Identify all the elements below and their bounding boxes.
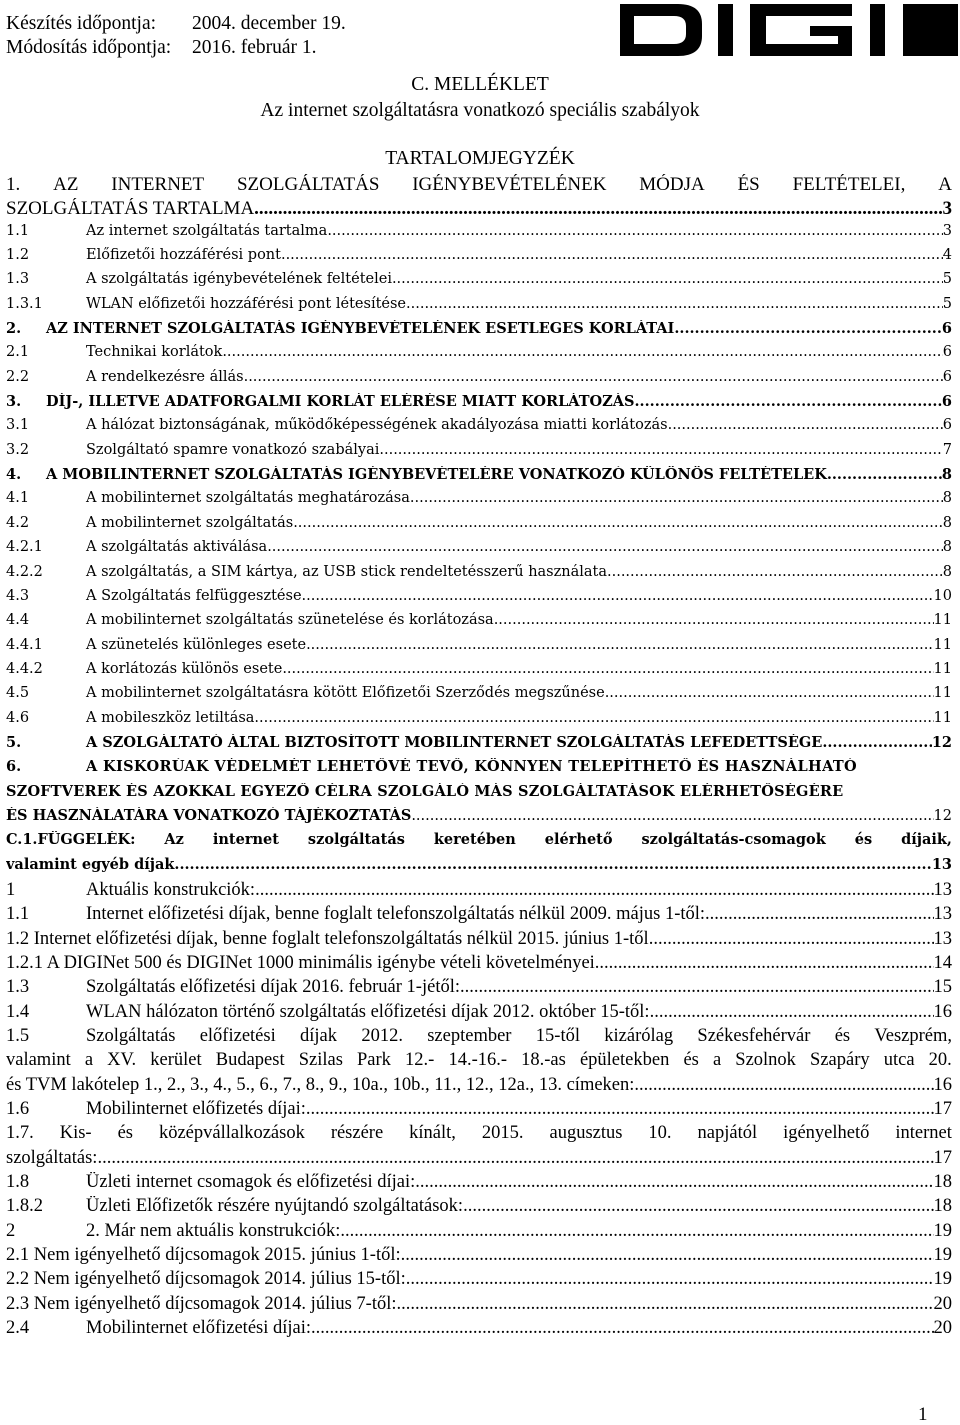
toc-entry-6-line1[interactable] [6,758,952,782]
toc-entry-num: 1.5 [6,1026,30,1047]
toc-word: ÉS [737,174,760,195]
toc-leader [302,588,934,604]
toc-page: 16 [933,1074,952,1095]
toc-word: és [854,831,873,849]
toc-leader [267,539,943,555]
toc-page: 6 [941,320,952,338]
toc-page: 17 [933,1147,952,1168]
toc-leader [379,442,942,458]
toc-entry[interactable] [6,588,952,612]
toc-entry-2-4[interactable] [6,1318,952,1342]
toc-heading: TARTALOMJEGYZÉK [385,148,575,169]
toc-entry-text: A korlátozás különös esete [86,660,283,677]
toc-entry-1-7-line2[interactable] [6,1148,952,1172]
toc-entry-1-6[interactable] [6,1099,952,1123]
toc-page: 20 [933,1293,952,1314]
toc-entry-text: A szolgáltatás igénybevételének feltételei [86,271,392,288]
toc-leader [397,1294,934,1315]
toc-word: Veszprém, [874,1026,952,1047]
toc-leader [460,977,934,998]
toc-page: 17 [933,1099,952,1120]
toc-entry[interactable] [6,296,952,320]
toc-entry[interactable] [6,904,952,928]
toc-leader [401,1245,934,1266]
toc-page: 8 [942,539,952,556]
toc-leader [254,198,942,220]
toc-entry-num: 4.4.1 [6,636,43,653]
toc-page: 5 [942,295,952,312]
toc-entry-text: ÉS HASZNÁLATÁRA VONATKOZÓ TÁJÉKOZTATÁS [6,806,412,824]
toc-entry-num: 5. [6,733,22,751]
toc-entry-text: A mobilinternet szolgáltatás szünetelése és korlátozása [86,612,494,629]
toc-word: Székesfehérvár [697,1026,811,1047]
toc-entry-text [86,758,952,782]
toc-entry-num: 4. [6,466,22,484]
toc-word: szolgáltatás [307,831,405,849]
toc-regular-list-5 [6,1245,952,1318]
toc-leader [595,953,934,974]
digi-logo [620,4,958,56]
toc-page: 13 [931,855,952,873]
toc-leader [406,1269,934,1290]
toc-page: 6 [942,368,952,385]
toc-leader [392,271,943,287]
toc-entry-num: 4.5 [6,685,30,702]
toc-entry-text: A mobileszköz letiltása [86,709,255,726]
toc-leader [649,929,934,950]
toc-word: augusztus [549,1123,623,1144]
toc-entry-num: 4.4 [6,612,30,629]
toc-leader [674,320,942,337]
toc-word: A [938,174,952,195]
toc-word: és [834,1026,851,1047]
toc-word: kizárólag [604,1026,674,1047]
toc-entry-6-line3[interactable] [6,807,952,831]
toc-leader [327,223,942,239]
toc-entry-text: WLAN előfizetői hozzáférési pont létesítése [86,295,407,312]
toc-entry[interactable] [6,564,952,588]
toc-entry-text: AZ INTERNET SZOLGÁLTATÁS IGÉNYBEVÉTELÉNEK ESETLEGES KORLÁTAI [46,320,675,338]
toc-entry[interactable] [6,685,952,709]
toc-page: 18 [933,1196,952,1217]
toc-leader [634,1075,933,1096]
toc-leader [306,637,933,653]
toc-entry-num: 6. [6,758,22,776]
toc-page: 3 [942,198,952,220]
toc-entry-text: valamint egyéb díjak [6,855,175,873]
toc-entry-text: A mobilinternet szolgáltatás meghatározása [86,490,410,507]
toc-word: 15-től [535,1026,580,1047]
toc-page: 19 [933,1269,952,1290]
toc-leader [306,1099,934,1120]
toc-entry[interactable] [6,1172,952,1196]
toc-entry-text: Mobilinternet előfizetési díjai: [86,1318,312,1339]
toc-leader [822,734,931,751]
toc-page: 7 [942,441,952,458]
toc-word: elérhető [544,831,613,849]
toc-word: MÓDJA [639,174,705,195]
toc-word: épületekben [579,1050,670,1071]
toc-word: középvállalkozások [158,1123,305,1144]
toc-page: 13 [933,879,952,900]
toc-entry-1-5-line2[interactable] [6,1050,952,1074]
toc-entry-num: 2.1 [6,344,30,361]
toc-page: 15 [933,977,952,998]
toc-entry-num: 4.4.2 [6,660,43,677]
toc-word: szolgáltatás-csomagok [641,831,826,849]
toc-entry-num: 1.1 [6,904,30,925]
toc-leader [705,904,933,925]
toc-entry-num: 1 [6,879,16,900]
toc-entry-text: 2.3 Nem igényelhető díjcsomagok 2014. július 7-től: [6,1293,397,1314]
toc-page: 13 [933,904,952,925]
toc-entry-text: A mobilinternet szolgáltatásra kötött Előfizetői Szerződés megszűnése [86,685,605,702]
toc-entry-num: 1.8.2 [6,1196,43,1217]
toc-word: valamint [6,1050,71,1071]
toc-entry[interactable] [6,977,952,1001]
toc-entry-num: 1.3.1 [6,295,43,312]
toc-entry-num: 1.6 [6,1099,30,1120]
toc-entry[interactable] [6,929,952,953]
toc-leader [222,344,942,360]
toc-leader [406,296,943,312]
toc-word: díjak [300,1026,338,1047]
toc-entry-text: SZOFTVEREK ÉS AZOKKAL EGYEZŐ CÉLRA SZOLGÁLÓ MÁS SZOLGÁLTATÁSOK ELÉRHETŐSÉGÉRE [6,782,844,800]
toc-page: 11 [933,636,952,653]
toc-entry-text: Internet előfizetési díjak, benne foglalt telefonszolgáltatás nélkül 2009. május 1-től: [86,904,706,925]
toc-word: díjaik, [901,831,952,849]
toc-entry-text: Az internet szolgáltatás tartalma [86,222,328,239]
toc-entry[interactable] [6,515,952,539]
toc-entry-1-5-line1[interactable] [6,1026,952,1050]
toc-word: AZ [53,174,79,195]
toc-page: 13 [933,928,952,949]
toc-entry-text: SZOLGÁLTATÁS TARTALMA [6,198,255,220]
toc-word: 12.- [405,1050,435,1071]
toc-appendix-line2[interactable] [6,856,952,880]
toc-entry-text: Üzleti Előfizetők részére nyújtandó szolgáltatások: [86,1196,464,1217]
toc-entry-text: 1.2 Internet előfizetési díjak, benne foglalt telefonszolgáltatás nélkül 2015. június 1-től [6,928,649,949]
toc-page: 16 [933,1001,952,1022]
toc-word: Park [357,1050,391,1071]
toc-leader [827,466,942,483]
toc-entry-num: 4.2.2 [6,563,43,580]
annex-subtitle: Az internet szolgáltatásra vonatkozó speciális szabályok [260,100,700,121]
toc-entry-num: 1.8 [6,1172,30,1193]
toc-entry[interactable] [6,1196,952,1220]
toc-page: 11 [933,685,952,702]
toc-leader [281,247,943,263]
toc-entry-1-line1[interactable] [6,174,952,198]
toc-entry-1-5-line3[interactable] [6,1075,952,1099]
toc-word: IGÉNYBEVÉTELÉNEK [412,174,607,195]
toc-word: utca [883,1050,915,1071]
toc-entry-text: Előfizetői hozzáférési pont [86,247,281,264]
toc-word: keretében [433,831,516,849]
toc-entry-num: 1.4 [6,1001,30,1022]
toc-entry-6-line2[interactable] [6,783,952,807]
toc-entry[interactable] [6,539,952,563]
toc-entry-num: 4.2 [6,514,30,531]
toc-page: 11 [933,660,952,677]
toc-entry-text: Szolgáltatás előfizetési díjak 2016. február 1-jétől: [86,977,460,998]
toc-entry-num: 1.1 [6,222,30,239]
toc-word: Budapest [215,1050,285,1071]
toc-entry-text: és TVM lakótelep 1., 2., 3., 4., 5., 6., 7., 8., 9., 10a., 10b., 11., 12., 12a., 13. címeken: [6,1074,635,1095]
toc-regular-list-2 [6,929,952,978]
toc-entry-text: Üzleti internet csomagok és előfizetési díjai: [86,1172,416,1193]
toc-entry-num: 3.1 [6,417,30,434]
toc-word: kínált, [409,1123,456,1144]
toc-entry[interactable] [6,1245,952,1269]
toc-entry-text: Aktuális konstrukciók: [86,879,256,900]
toc-entry[interactable] [6,369,952,393]
toc-word: előfizetési [199,1026,276,1047]
toc-word: INTERNET [111,174,205,195]
toc-entry-1-7-line1[interactable] [6,1123,952,1147]
toc-word: a [712,1050,722,1071]
toc-entry-text: 1.2.1 A DIGINet 500 és DIGINet 1000 minimális igénybe vételi követelményei [6,953,595,973]
toc-page: 20 [933,1318,952,1339]
toc-entry-num: 2.2 [6,368,30,385]
toc-page: 10 [933,587,952,604]
toc-entry-text: szolgáltatás: [6,1147,98,1168]
toc-entry-text: Technikai korlátok [86,344,223,361]
toc-entry-text [86,1026,952,1050]
toc-page: 11 [933,709,952,726]
toc-page: 12 [933,807,952,824]
toc-leader [494,612,934,628]
toc-leader [255,880,933,901]
toc-word: internet [212,831,279,849]
toc-entry[interactable] [6,637,952,661]
toc-entry[interactable] [6,710,952,734]
toc-word: Kis- [59,1123,92,1144]
toc-page: 3 [942,222,952,239]
toc-entry[interactable] [6,1221,952,1245]
toc-entry[interactable] [6,466,952,490]
toc-entry-num: 2 [6,1220,16,1241]
toc-word: XV. [107,1050,137,1071]
toc-leader [463,1196,933,1217]
toc-entry-text: A szolgáltatás, a SIM kártya, az USB stick rendeltetésszerű használata [86,563,607,580]
page-number: 1 [918,1404,928,1425]
toc-entry-num: 2. [6,320,22,338]
toc-page: 6 [942,344,952,361]
toc-page: 8 [942,563,952,580]
toc-entry[interactable] [6,490,952,514]
toc-regular-list-3 [6,977,952,1026]
toc-entry-text: WLAN hálózaton történő szolgáltatás előfizetési díjak 2012. október 15-től: [86,1001,650,1022]
toc-leader [668,417,943,433]
toc-page: 18 [933,1172,952,1193]
toc-word: SZOLGÁLTATÁS [236,174,380,195]
toc-page: 8 [942,490,952,507]
modified-value: 2016. február 1. [192,37,317,58]
toc-entry-num: 3.2 [6,441,30,458]
toc-leader [415,1172,933,1193]
toc-page: 12 [931,733,952,751]
toc-entry[interactable] [6,442,952,466]
toc-entry-num: 4.1 [6,490,30,507]
toc-entry-text: 2.2 Nem igényelhető díjcsomagok 2014. július 15-től: [6,1269,406,1290]
toc-entry-text: Mobilinternet előfizetés díjai: [86,1099,306,1120]
toc-word: részére [330,1123,384,1144]
toc-word: kerület [150,1050,202,1071]
toc-word: 1.7. [6,1123,34,1144]
toc-word: 1. [6,174,21,195]
toc-leader [635,393,942,410]
toc-entry[interactable] [6,1294,952,1318]
toc-leader [244,369,943,385]
toc-leader [254,710,933,726]
toc-regular-list-1 [6,880,952,929]
toc-entry[interactable] [6,953,952,977]
toc-entry-num: 1.3 [6,271,30,288]
toc-word: internet [895,1123,952,1144]
toc-entry[interactable] [6,393,952,417]
toc-leader [650,1002,934,1023]
toc-entry[interactable] [6,417,952,441]
created-value: 2004. december 19. [192,13,346,34]
toc-word: 14.-16.- [448,1050,508,1071]
toc-entry[interactable] [6,612,952,636]
toc-entry[interactable] [6,247,952,271]
toc-entry-num: 4.2.1 [6,539,43,556]
toc-leader [340,1221,933,1242]
toc-page: 19 [933,1245,952,1266]
toc-entry-1-line2[interactable] [6,198,952,222]
toc-entry-text: A mobilinternet szolgáltatás [86,514,294,531]
toc-page: 11 [933,612,952,629]
toc-word: 2012. [361,1026,403,1047]
toc-bold-list [6,223,952,759]
toc-word: 10. [648,1123,672,1144]
toc-word: és [683,1050,699,1071]
toc-entry-num: 1.3 [6,977,30,998]
toc-entry-text: 2. Már nem aktuális konstrukciók: [86,1220,341,1241]
toc-leader [174,856,931,873]
toc-entry[interactable] [6,661,952,685]
created-row [6,12,346,36]
toc-word: a [84,1050,94,1071]
created-label: Készítés időpontja: [6,13,157,34]
toc-entry-text: DÍJ-, ILLETVE ADATFORGALMI KORLÁT ELÉRÉSE MIATT KORLÁTOZÁS [46,393,635,411]
toc-entry-text: A MOBILINTERNET SZOLGÁLTATÁS IGÉNYBEVÉTELÉRE VONATKOZÓ KÜLÖNÖS FELTÉTELEK [46,466,827,484]
toc-word: 2015. [481,1123,524,1144]
toc-word: Szapáry [810,1050,870,1071]
toc-entry[interactable] [6,344,952,368]
toc-page: 4 [942,247,952,264]
toc-leader [311,1318,933,1339]
toc-word: napjától [697,1123,758,1144]
toc-word: 18.-as [521,1050,566,1071]
toc-entry-text: A hálózat biztonságának, működőképességének akadályozása miatti korlátozás [86,417,668,434]
toc-entry[interactable] [6,271,952,295]
toc-word: szeptember [427,1026,512,1047]
toc-entry-num: 3. [6,393,22,411]
toc-leader [605,685,934,701]
toc-regular-list-4 [6,1172,952,1245]
toc-entry-text: A rendelkezésre állás [86,368,244,385]
toc-leader [411,808,933,824]
toc-page: 6 [942,417,952,434]
toc-word: Szilas [298,1050,343,1071]
toc-appendix-line1[interactable] [6,831,952,855]
modified-label: Módosítás időpontja: [6,37,172,58]
toc-word: Az [164,831,184,849]
toc-word: és [117,1123,133,1144]
toc-entry-text: 2.1 Nem igényelhető díjcsomagok 2015. június 1-től: [6,1245,401,1266]
toc-entry-text: A Szolgáltatás felfüggesztése [86,587,302,604]
toc-word: C.1.FÜGGELÉK: [6,831,136,849]
toc-word: Szolgáltatás [86,1026,176,1047]
toc-leader [293,515,943,531]
toc-entry-num: 4.6 [6,709,30,726]
toc-leader [410,490,943,506]
toc-entry-text: A szolgáltatás aktiválása [86,539,268,556]
toc-page: 19 [933,1220,952,1241]
toc-entry-num: 1.2 [6,247,30,264]
toc-word: 20. [928,1050,952,1071]
annex-title: C. MELLÉKLET [411,74,549,95]
toc-page: 5 [942,271,952,288]
toc-leader [607,564,943,580]
toc-entry[interactable] [6,734,952,758]
toc-entry[interactable] [6,1002,952,1026]
toc-entry[interactable] [6,223,952,247]
toc-page: 8 [941,466,952,484]
toc-page: 8 [942,514,952,531]
toc-line-text: A KISKORÚAK VÉDELMÉT LEHETŐVÉ TEVŐ, KÖNNYEN TELEPÍTHETŐ ÉS HASZNÁLHATÓ [86,758,858,776]
toc-word: igényelhető [783,1123,870,1144]
toc-word: FELTÉTELEI, [792,174,906,195]
toc-entry-num: 4.3 [6,587,30,604]
toc-word: Szolnok [735,1050,796,1071]
toc-leader [282,661,933,677]
toc-entry-num: 2.4 [6,1318,30,1339]
modified-row [6,36,317,60]
toc-entry-text: A SZOLGÁLTATÓ ÁLTAL BIZTOSÍTOTT MOBILINTERNET SZOLGÁLTATÁS LEFEDETTSÉGE [86,733,823,751]
toc-entry[interactable] [6,320,952,344]
toc-page: 14 [933,953,952,973]
toc-leader [97,1148,933,1169]
toc-entry[interactable] [6,880,952,904]
toc-entry-text: A szünetelés különleges esete [86,636,307,653]
table-of-contents [6,174,952,1343]
toc-entry-text: Szolgáltató spamre vonatkozó szabályai [86,441,380,458]
toc-entry[interactable] [6,1269,952,1293]
toc-page: 6 [941,393,952,411]
